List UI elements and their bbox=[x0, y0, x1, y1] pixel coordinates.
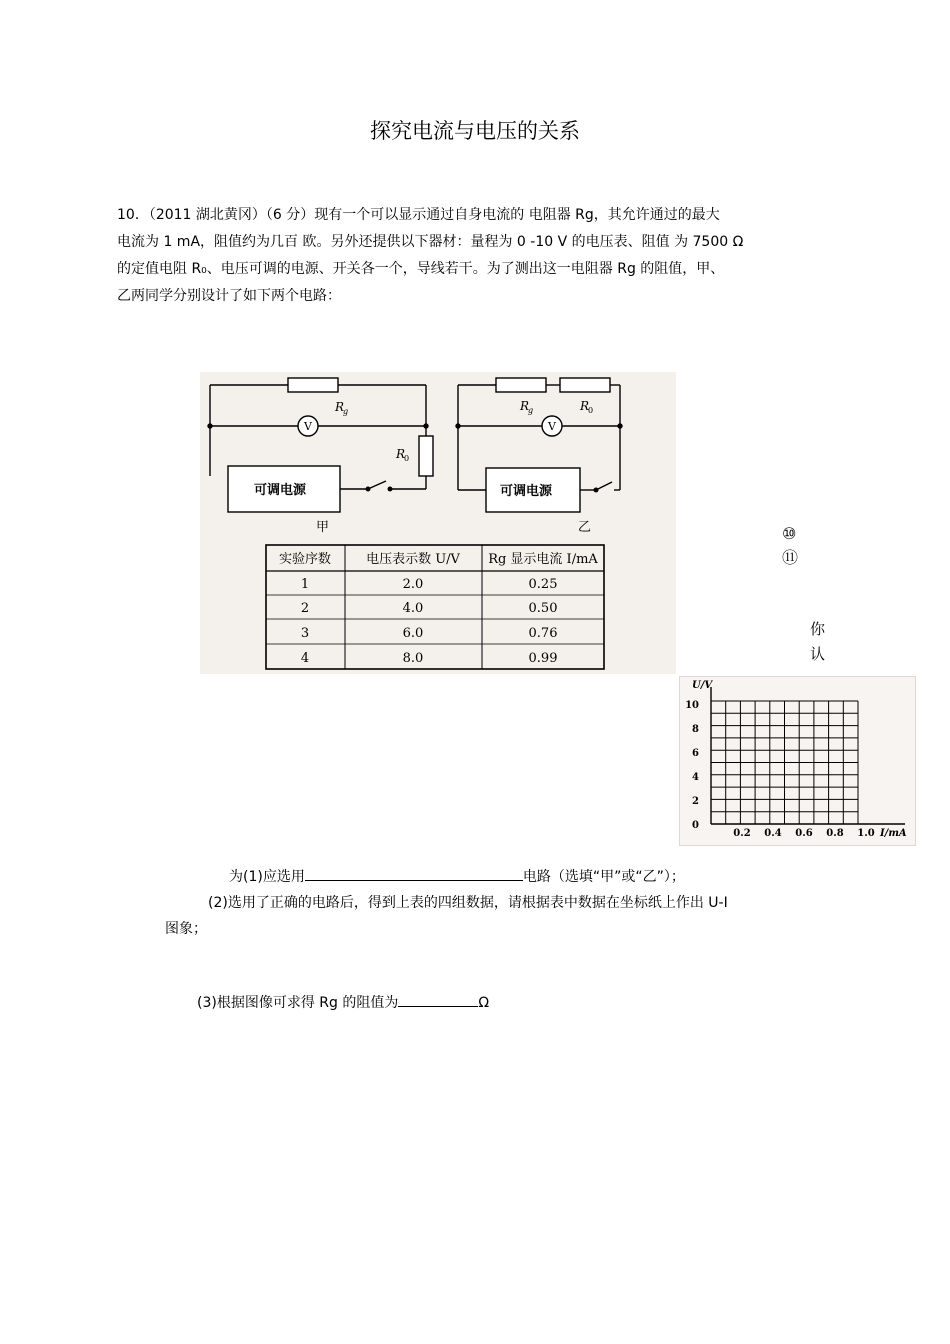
svg-text:V: V bbox=[304, 420, 312, 433]
problem-line: 乙两同学分别设计了如下两个电路： bbox=[117, 288, 341, 304]
problem-line: 的定值电阻 R₀、电压可调的电源、开关各一个，导线若干。为了测出这一电阻器 Rg 的阻值，甲、 bbox=[117, 261, 725, 277]
table-cell: 8.0 bbox=[402, 651, 424, 666]
answer-blank-1[interactable] bbox=[305, 865, 523, 881]
y-tick: 4 bbox=[692, 772, 699, 783]
circuit-left bbox=[208, 378, 433, 512]
table-cell: 2.0 bbox=[402, 577, 424, 592]
x-tick: 0.2 bbox=[733, 828, 751, 839]
question-1: 为(1)应选用 电路（选填“甲”或“乙”）； bbox=[229, 865, 685, 886]
x-axis-label: I/mA bbox=[880, 828, 907, 839]
question-2-line: 图象； bbox=[165, 921, 207, 937]
problem-line: 10．（2011 湖北黄冈）（6 分）现有一个可以显示通过自身电流的 电阻器 Rg，其允许通过的最大 bbox=[117, 207, 720, 223]
side-text: 你 bbox=[810, 620, 826, 638]
table-cell: 6.0 bbox=[402, 626, 424, 641]
table-cell: 4.0 bbox=[402, 601, 424, 616]
table-cell: 4 bbox=[300, 651, 310, 666]
origin-label: 0 bbox=[692, 820, 699, 831]
source-label-left: 可调电源 bbox=[254, 483, 307, 498]
x-tick: 0.6 bbox=[795, 828, 813, 839]
r0-label-right: R bbox=[580, 399, 590, 413]
circuit-label-right: 乙 bbox=[578, 520, 592, 535]
svg-text:0: 0 bbox=[588, 406, 594, 415]
table-cell: 1 bbox=[300, 577, 310, 592]
table-cell: 0.50 bbox=[528, 601, 558, 616]
svg-text:0: 0 bbox=[404, 454, 410, 463]
y-axis-label: U/V bbox=[692, 680, 713, 691]
svg-text:V: V bbox=[548, 420, 556, 433]
table-header: Rg 显示电流 I/mA bbox=[488, 552, 598, 567]
y-tick: 8 bbox=[692, 724, 699, 735]
problem-statement bbox=[117, 202, 837, 310]
circuit-label-left: 甲 bbox=[316, 520, 330, 535]
r0-label-left: R bbox=[396, 447, 406, 461]
y-tick: 10 bbox=[685, 700, 699, 711]
side-text: 认 bbox=[810, 645, 826, 663]
x-tick: 0.4 bbox=[764, 828, 782, 839]
svg-text:g: g bbox=[528, 406, 534, 415]
page-title: 探究电流与电压的关系 bbox=[370, 119, 580, 143]
table-header: 电压表示数 U/V bbox=[366, 552, 460, 567]
answer-blank-3[interactable] bbox=[398, 991, 478, 1007]
x-tick: 1.0 bbox=[857, 828, 875, 839]
table-cell: 0.25 bbox=[528, 577, 558, 592]
problem-line: 电流为 1 mA，阻值约为几百 欧。另外还提供以下器材：量程为 0 -10 V 的电压表、阻值 为 7500 Ω bbox=[117, 234, 744, 250]
circled-number: ⑪ bbox=[782, 548, 799, 567]
question-2-line: (2)选用了正确的电路后，得到上表的四组数据，请根据表中数据在坐标纸上作出 U-I bbox=[208, 895, 728, 911]
rg-label-right: R bbox=[520, 399, 530, 413]
question-3: (3)根据图像可求得 Rg 的阻值为 Ω bbox=[197, 991, 489, 1012]
svg-text:g: g bbox=[343, 407, 349, 416]
circuit-figure bbox=[200, 372, 676, 674]
rg-label-left: R bbox=[335, 400, 345, 414]
source-label-right: 可调电源 bbox=[500, 484, 553, 499]
table-header: 实验序数 bbox=[278, 552, 332, 567]
coordinate-grid bbox=[679, 676, 916, 846]
y-tick: 6 bbox=[692, 748, 699, 759]
circled-number: ⑩ bbox=[782, 524, 797, 543]
y-tick: 2 bbox=[692, 796, 699, 807]
x-tick: 0.8 bbox=[826, 828, 844, 839]
table-cell: 0.99 bbox=[528, 651, 558, 666]
table-cell: 2 bbox=[300, 601, 310, 616]
table-cell: 3 bbox=[300, 626, 310, 641]
table-cell: 0.76 bbox=[528, 626, 558, 641]
